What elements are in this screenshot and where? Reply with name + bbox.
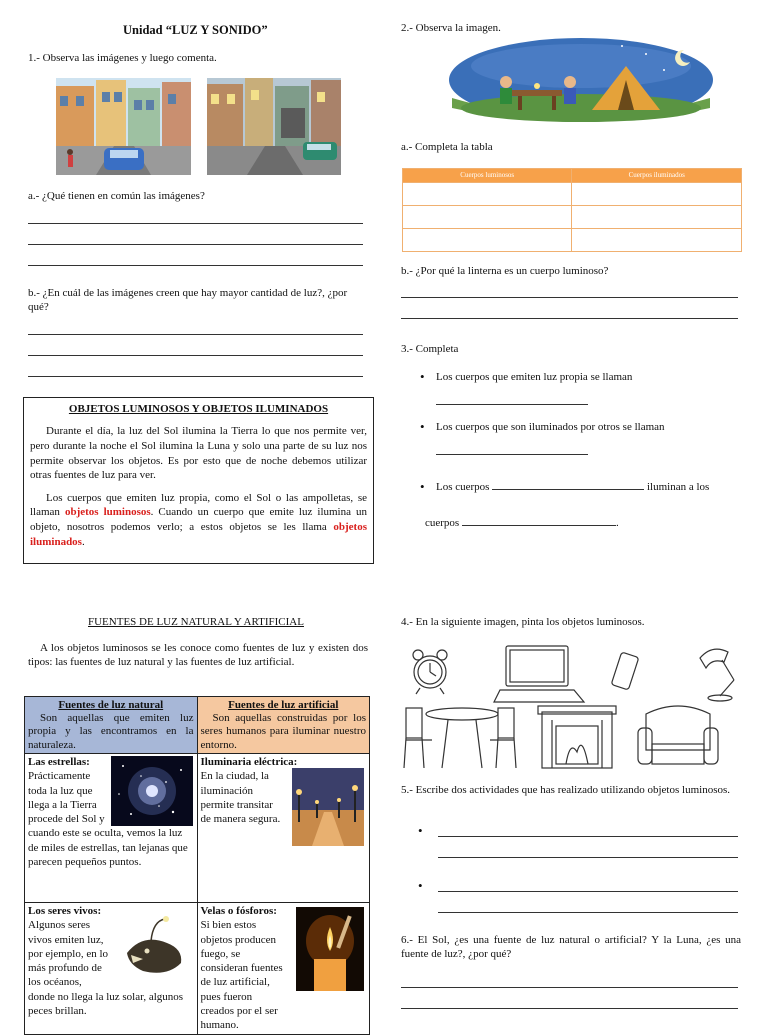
stars-image bbox=[111, 756, 193, 826]
unit-title: Unidad “LUZ Y SONIDO” bbox=[123, 23, 268, 37]
sources-title: FUENTES DE LUZ NATURAL Y ARTIFICIAL bbox=[88, 616, 304, 628]
living-beings-title: Los seres vivos: bbox=[28, 905, 102, 917]
question-2a: a.- Completa la tabla bbox=[401, 141, 493, 153]
blank-line[interactable] bbox=[436, 404, 588, 405]
natural-header-title: Fuentes de luz natural bbox=[58, 699, 164, 711]
street-lights-image bbox=[292, 768, 364, 846]
candle-image bbox=[296, 907, 364, 991]
blank-line[interactable] bbox=[492, 489, 644, 490]
electric-light-title: Iluminaria eléctrica: bbox=[200, 756, 298, 768]
sources-intro: A los objetos luminosos se les conoce como fuentes de luz y existen dos tipos: las fuentes de luz natural y las fuentes de luz artificial. bbox=[28, 642, 368, 669]
objects-coloring-image[interactable] bbox=[402, 640, 742, 772]
answer-line[interactable] bbox=[28, 376, 363, 377]
answer-line[interactable] bbox=[438, 857, 738, 858]
list-item: • Los cuerpos que son iluminados por otros se llaman bbox=[402, 420, 742, 480]
header-luminous-bodies: Cuerpos luminosos bbox=[403, 169, 572, 183]
camping-night-image bbox=[446, 36, 716, 128]
answer-line[interactable] bbox=[438, 836, 738, 837]
box-title: OBJETOS LUMINOSOS Y OBJETOS ILUMINADOS bbox=[68, 403, 329, 415]
table-cell[interactable] bbox=[572, 183, 742, 206]
box-paragraph-2: Los cuerpos que emiten luz propia, como el Sol o las ampolletas, se llaman objetos luminosos. Cuando un cuerpo que emite luz ilumina un objeto, nosotros podemos verlo; a estos objetos se les llama objetos iluminados. bbox=[30, 491, 368, 548]
natural-header-body: Son aquellas que emiten luz propia y las encontramos en la naturaleza. bbox=[28, 712, 194, 751]
candles-cell: Velas o fósforos: Si bien estos objetos producen fuego, se consideran fuentes de luz artificial, pues fueron creados por el ser humano. bbox=[197, 903, 370, 1035]
complete-table bbox=[402, 168, 742, 252]
question-5: 5.- Escribe dos actividades que has realizado utilizando objetos luminosos. bbox=[401, 784, 731, 796]
question-1a: a.- ¿Qué tienen en común las imágenes? bbox=[28, 190, 205, 202]
question-2b: b.- ¿Por qué la linterna es un cuerpo luminoso? bbox=[401, 265, 609, 277]
artificial-header-cell bbox=[197, 697, 370, 754]
box-paragraph-1: Durante el día, la luz del Sol ilumina la Tierra lo que nos permite ver, pero durante la noche el Sol ilumina la Luna y solo una parte de su luz nos permite observar los objetos. Es por esto que de noche debemos utilizar otras fuentes de luz para ver. bbox=[30, 425, 367, 482]
header-illuminated-bodies: Cuerpos iluminados bbox=[572, 169, 742, 183]
answer-line[interactable] bbox=[438, 912, 738, 913]
city-day-image bbox=[56, 78, 191, 175]
question-1b: b.- ¿En cuál de las imágenes creen que hay mayor cantidad de luz?, ¿por qué? bbox=[28, 287, 348, 314]
table-cell[interactable] bbox=[403, 206, 572, 229]
list-item: • Los cuerpos iluminan a los bbox=[402, 480, 742, 500]
table-cell[interactable] bbox=[403, 183, 572, 206]
artificial-header-body: Son aquellas construidas por los seres humanos para iluminar nuestro entorno. bbox=[200, 712, 366, 751]
question-1: 1.- Observa las imágenes y luego comenta. bbox=[28, 52, 217, 64]
answer-line[interactable] bbox=[401, 318, 738, 319]
living-beings-cell: Los seres vivos: Algunos seres vivos emiten luz, por ejemplo, en lo más profundo de los océanos, donde no llega la luz solar, algunos peces brillan. bbox=[25, 903, 198, 1035]
answer-line[interactable] bbox=[28, 334, 363, 335]
blank-line[interactable] bbox=[462, 525, 616, 526]
answer-line[interactable] bbox=[401, 1008, 738, 1009]
bullet: • bbox=[418, 878, 423, 893]
answer-line[interactable] bbox=[28, 355, 363, 356]
bullet: • bbox=[418, 823, 423, 838]
answer-line[interactable] bbox=[28, 265, 363, 266]
question-2: 2.- Observa la imagen. bbox=[401, 22, 501, 34]
blank-line[interactable] bbox=[436, 454, 588, 455]
city-night-image bbox=[207, 78, 341, 175]
question-6: 6.- El Sol, ¿es una fuente de luz natural o artificial? Y la Luna, ¿es una fuente de luz?, ¿por qué? bbox=[401, 934, 741, 961]
table-cell[interactable] bbox=[572, 229, 742, 252]
answer-line[interactable] bbox=[401, 297, 738, 298]
candles-title: Velas o fósforos: bbox=[200, 905, 277, 917]
question-4: 4.- En la siguiente imagen, pinta los objetos luminosos. bbox=[401, 616, 645, 628]
list-item: • Los cuerpos que emiten luz propia se llaman bbox=[402, 370, 742, 420]
anglerfish-image bbox=[121, 909, 189, 981]
table-cell[interactable] bbox=[572, 206, 742, 229]
answer-line[interactable] bbox=[438, 891, 738, 892]
table-cell[interactable] bbox=[403, 229, 572, 252]
term-luminous: objetos luminosos bbox=[64, 506, 151, 519]
answer-line[interactable] bbox=[401, 987, 738, 988]
luminous-objects-box bbox=[23, 397, 374, 564]
answer-line[interactable] bbox=[28, 244, 363, 245]
question-3-list bbox=[402, 370, 742, 500]
light-sources-table bbox=[24, 696, 370, 1035]
answer-line[interactable] bbox=[28, 223, 363, 224]
electric-light-cell: Iluminaria eléctrica: En la ciudad, la iluminación permite transitar de manera segura. bbox=[197, 754, 370, 903]
stars-title: Las estrellas: bbox=[28, 756, 90, 768]
stars-cell: Las estrellas: Prácticamente toda la luz que llega a la Tierra procede del Sol y cuando este se oculta, vemos la luz de miles de estrellas, tan lejanas que parecen pequeños puntos. bbox=[25, 754, 198, 903]
artificial-header-title: Fuentes de luz artificial bbox=[228, 699, 339, 711]
question-3-continuation: cuerpos . bbox=[425, 517, 619, 529]
term-illuminated: objetos iluminados bbox=[30, 521, 367, 548]
question-3: 3.- Completa bbox=[401, 343, 459, 355]
natural-header-cell bbox=[25, 697, 198, 754]
